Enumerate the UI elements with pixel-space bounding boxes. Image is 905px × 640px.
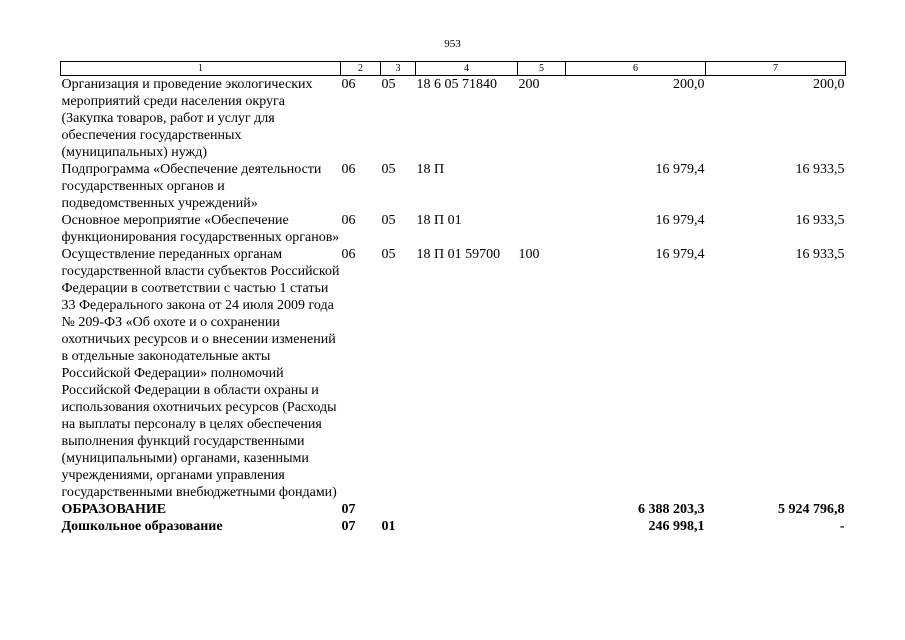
- row-amount-2: 16 933,5: [795, 162, 845, 177]
- row-name: Осуществление переданных органам государственной власти субъектов Российской Федерации в соответствии с частью 1 статьи 33 Федерального закона от 24 июля 2009 года № 209-ФЗ «Об охоте и о сохранении охотничьих ресурсов и о внесении изменений в отдельные законодательные акты Российской Федерации» полномочий Российской Федерации в области охраны и использования охотничьих ресурсов (Расходы на выплаты персоналу в целях обеспечения выполнения функций государственными (муниципальными) органами, казенными учреждениями, органами управления государственными внебюджетными фондами): [61, 247, 340, 500]
- row-amount-2: -: [839, 519, 845, 534]
- column-header-6: 6: [566, 62, 706, 76]
- row-subsection: 05: [381, 77, 396, 92]
- row-target-article: 18 6 05 71840: [416, 77, 497, 92]
- row-subsection: [381, 501, 416, 518]
- row-section: 06: [341, 162, 356, 177]
- row-expense-type: [518, 518, 566, 535]
- budget-table: [60, 61, 846, 535]
- row-amount-1: 16 979,4: [655, 213, 705, 228]
- column-header-3: 3: [381, 62, 416, 76]
- row-section: 06: [341, 247, 356, 262]
- row-expense-type: 100: [518, 247, 540, 262]
- column-header-5: 5: [518, 62, 566, 76]
- row-name: Подпрограмма «Обеспечение деятельности государственных органов и подведомственных учреждений»: [61, 162, 322, 211]
- row-amount-2: 16 933,5: [795, 213, 845, 228]
- row-amount-1: 16 979,4: [655, 162, 705, 177]
- row-section: 07: [341, 502, 356, 517]
- table-row: [61, 161, 846, 212]
- row-expense-type: 200: [518, 77, 540, 92]
- row-expense-type: [518, 161, 566, 212]
- row-name: Дошкольное образование: [61, 519, 223, 534]
- row-amount-2: 16 933,5: [795, 247, 845, 262]
- row-expense-type: [518, 212, 566, 246]
- row-amount-1: 246 998,1: [648, 519, 705, 534]
- row-name: ОБРАЗОВАНИЕ: [61, 502, 167, 517]
- row-target-article: [416, 501, 518, 518]
- table-row: [61, 76, 846, 162]
- row-section: 06: [341, 77, 356, 92]
- row-amount-1: 6 388 203,3: [638, 502, 705, 517]
- row-target-article: 18 П 01 59700: [416, 247, 501, 262]
- row-target-article: [416, 518, 518, 535]
- column-header-1: 1: [61, 62, 341, 76]
- table-row-subsection-total: [61, 518, 846, 535]
- column-header-2: 2: [341, 62, 381, 76]
- row-amount-2: 5 924 796,8: [778, 502, 845, 517]
- column-header-7: 7: [706, 62, 846, 76]
- row-target-article: 18 П 01: [416, 213, 462, 228]
- table-row: [61, 212, 846, 246]
- row-target-article: 18 П: [416, 162, 445, 177]
- row-amount-2: 200,0: [813, 77, 845, 92]
- row-subsection: 05: [381, 247, 396, 262]
- page-number: 953: [444, 38, 461, 50]
- row-section: 06: [341, 213, 356, 228]
- row-subsection: 01: [381, 519, 396, 534]
- table-header-row: [61, 62, 846, 76]
- table-row-section-total: [61, 501, 846, 518]
- row-amount-1: 200,0: [673, 77, 705, 92]
- row-amount-1: 16 979,4: [655, 247, 705, 262]
- table-row: [61, 246, 846, 501]
- row-section: 07: [341, 519, 356, 534]
- row-name: Основное мероприятие «Обеспечение функционирования государственных органов»: [61, 213, 340, 245]
- row-name: Организация и проведение экологических мероприятий среди населения округа (Закупка товаров, работ и услуг для обеспечения государственных (муниципальных) нужд): [61, 77, 313, 160]
- row-subsection: 05: [381, 162, 396, 177]
- row-expense-type: [518, 501, 566, 518]
- row-subsection: 05: [381, 213, 396, 228]
- column-header-4: 4: [416, 62, 518, 76]
